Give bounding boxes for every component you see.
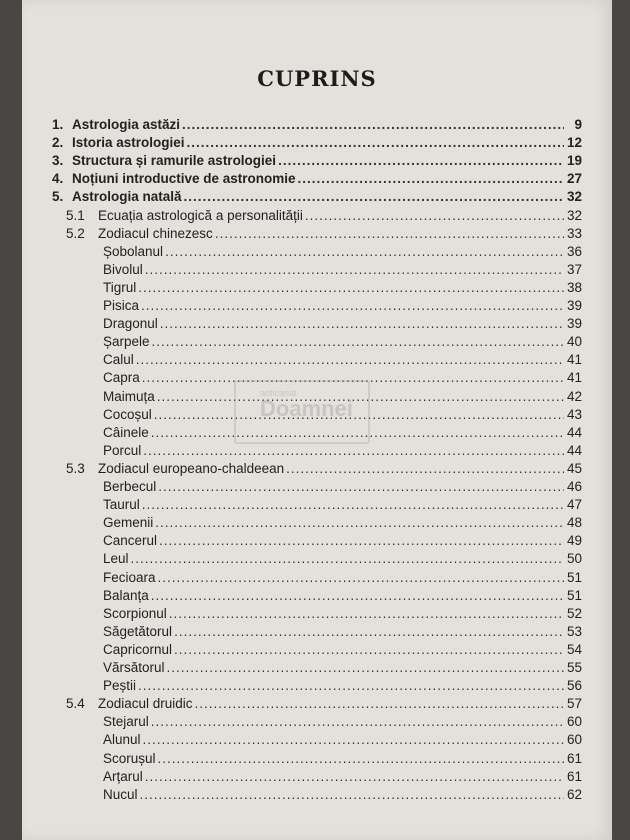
toc-entry-number: 3. — [52, 153, 64, 169]
toc-entry — [103, 478, 582, 496]
dot-leader — [158, 569, 564, 587]
book-page — [22, 0, 612, 840]
toc-entry — [103, 605, 582, 623]
toc-entry-label: Astrologia astăzi — [72, 117, 181, 132]
toc-entry-label: Capricornul — [103, 641, 173, 657]
toc-entry-page: 60 — [566, 732, 582, 748]
dot-leader — [141, 297, 564, 315]
toc-entry — [103, 713, 582, 731]
toc-entry-label: Nucul — [103, 786, 138, 802]
toc-entry-page: 44 — [566, 424, 582, 440]
watermark-line1: anticariat — [260, 388, 297, 398]
dot-leader — [155, 514, 564, 532]
dot-leader — [145, 261, 564, 279]
toc-entry-page: 39 — [566, 298, 582, 313]
dot-leader — [167, 659, 564, 677]
toc-entry-label: Berbecul — [103, 479, 157, 494]
dot-leader — [195, 695, 564, 713]
toc-entry-label: Săgetătorul — [103, 623, 173, 639]
toc-entry-page: 56 — [566, 678, 582, 694]
toc-entry — [103, 750, 582, 768]
toc-entry-label: Zodiacul chinezesc — [98, 225, 213, 241]
toc-entry-page: 52 — [566, 605, 582, 621]
toc-entry-label: Porcul — [103, 442, 142, 458]
toc-entry — [103, 333, 582, 351]
dot-leader — [174, 623, 564, 641]
toc-entry-label: Calul — [103, 352, 134, 368]
toc-entry — [52, 170, 582, 188]
toc-entry — [103, 297, 582, 315]
dot-leader — [160, 315, 564, 333]
toc-entry-page: 9 — [574, 117, 582, 132]
toc-entry — [103, 315, 582, 333]
toc-entry — [103, 641, 582, 659]
dot-leader — [215, 225, 564, 243]
toc-entry-label: Bivolul — [103, 261, 143, 277]
toc-entry-page: 57 — [566, 696, 582, 712]
toc-entry-label: Peștii — [103, 678, 137, 694]
toc-entry-page: 19 — [566, 153, 582, 169]
toc-entry — [52, 152, 582, 170]
dot-leader — [131, 550, 564, 568]
toc-entry-page: 42 — [566, 388, 582, 404]
dot-leader — [152, 333, 564, 351]
toc-entry-label: Dragonul — [103, 316, 158, 332]
toc-entry-label: Șobolanul — [103, 243, 164, 259]
toc-entry-page: 40 — [566, 334, 582, 350]
toc-entry-page: 32 — [566, 189, 582, 205]
dot-leader — [151, 713, 564, 731]
toc-entry — [52, 134, 582, 152]
dot-leader — [187, 134, 564, 152]
toc-entry-number: 5. — [52, 189, 64, 205]
toc-entry-label: Zodiacul druidic — [98, 696, 193, 712]
toc-entry-label: Ecuația astrologică a personalității — [98, 207, 303, 223]
toc-entry-page: 53 — [566, 623, 582, 639]
toc-entry-page: 49 — [566, 533, 582, 549]
toc-entry-page: 62 — [566, 786, 582, 802]
toc-entry-page: 38 — [566, 279, 582, 295]
dot-leader — [158, 478, 564, 496]
toc-entry-page: 61 — [566, 750, 582, 766]
toc-entry — [103, 623, 582, 641]
toc-entry-label: Maimuța — [103, 388, 155, 404]
dot-leader — [138, 677, 564, 695]
dot-leader — [298, 170, 564, 188]
toc-entry — [103, 243, 582, 261]
dot-leader — [143, 442, 564, 460]
dot-leader — [159, 532, 564, 550]
toc-entry-label: Gemenii — [103, 515, 154, 531]
toc-entry-label: Arțarul — [103, 768, 143, 784]
dot-leader — [136, 351, 564, 369]
toc-entry-page: 44 — [566, 442, 582, 458]
toc-entry-number: 1. — [52, 117, 64, 132]
toc-entry-label: Alunul — [103, 732, 141, 748]
toc-entry — [103, 659, 582, 677]
toc-entry-label: Taurul — [103, 497, 140, 513]
toc-entry-page: 61 — [566, 768, 582, 784]
toc-entry-label: Cocoșul — [103, 406, 152, 422]
toc-entry — [103, 786, 582, 804]
toc-entry-label: Cancerul — [103, 533, 158, 549]
toc-entry-page: 54 — [566, 641, 582, 657]
toc-entry-label: Șarpele — [103, 334, 150, 350]
dot-leader — [286, 460, 564, 478]
toc-entry-page: 46 — [566, 479, 582, 494]
dot-leader — [145, 768, 564, 786]
toc-entry-page: 33 — [566, 225, 582, 241]
toc-entry-page: 27 — [566, 171, 582, 187]
toc-entry-label: Astrologia natală — [72, 189, 182, 205]
watermark-logo — [234, 380, 370, 444]
toc-entry — [103, 768, 582, 786]
toc-entry — [103, 442, 582, 460]
toc-entry — [103, 569, 582, 587]
toc-entry — [103, 731, 582, 749]
toc-entry — [103, 496, 582, 514]
toc-entry-label: Capra — [103, 370, 140, 386]
toc-entry — [103, 261, 582, 279]
toc-entry-number: 2. — [52, 135, 64, 151]
toc-entry-page: 51 — [566, 587, 582, 603]
toc-entry-number: 5.4 — [66, 696, 85, 712]
dot-leader — [158, 750, 564, 768]
toc-entry-label: Pisica — [103, 298, 140, 313]
dot-leader — [174, 641, 564, 659]
toc-entry — [52, 116, 582, 134]
toc-entry-page: 51 — [566, 569, 582, 585]
dot-leader — [138, 279, 564, 297]
toc-entry-number: 5.2 — [66, 225, 85, 241]
toc-entry-page: 45 — [566, 460, 582, 476]
page-title: CUPRINS — [257, 66, 377, 91]
dot-leader — [169, 605, 564, 623]
toc-entry — [66, 695, 582, 713]
toc-entry-number: 5.1 — [66, 207, 85, 223]
toc-entry-label: Noțiuni introductive de astronomie — [72, 171, 296, 187]
toc-entry — [103, 514, 582, 532]
toc-entry-label: Structura și ramurile astrologiei — [72, 153, 277, 169]
dot-leader — [182, 116, 564, 134]
toc-entry-page: 41 — [566, 370, 582, 386]
dot-leader — [184, 188, 564, 206]
toc-entry-page: 36 — [566, 243, 582, 259]
toc-entry-label: Scorpionul — [103, 605, 167, 621]
toc-entry — [103, 532, 582, 550]
toc-entry-label: Fecioara — [103, 569, 156, 585]
toc-entry-label: Tigrul — [103, 279, 137, 295]
toc-entry-page: 41 — [566, 352, 582, 368]
watermark-line2: Doamnei — [260, 396, 353, 421]
dot-leader — [142, 496, 564, 514]
toc-entry — [66, 225, 582, 243]
toc-entry-page: 47 — [566, 497, 582, 513]
toc-entry — [52, 188, 582, 206]
toc-entry-number: 5.3 — [66, 460, 85, 476]
toc-entry-page: 37 — [566, 261, 582, 277]
toc-entry — [103, 587, 582, 605]
toc-entry-page: 39 — [566, 316, 582, 332]
toc-entry-label: Stejarul — [103, 714, 149, 730]
toc-entry — [103, 279, 582, 297]
toc-entry-label: Balanța — [103, 587, 149, 603]
toc-entry — [66, 460, 582, 478]
dot-leader — [305, 207, 564, 225]
toc-entry — [103, 351, 582, 369]
dot-leader — [165, 243, 564, 261]
dot-leader — [278, 152, 564, 170]
toc-entry-page: 48 — [566, 515, 582, 531]
toc-entry — [66, 207, 582, 225]
toc-entry-page: 60 — [566, 714, 582, 730]
toc-entry-number: 4. — [52, 171, 64, 187]
toc-entry — [103, 550, 582, 568]
toc-entry-label: Istoria astrologiei — [72, 135, 185, 151]
dot-leader — [143, 731, 564, 749]
toc-entry-label: Scorușul — [103, 750, 156, 766]
toc-entry-page: 43 — [566, 406, 582, 422]
toc-entry-label: Zodiacul europeano-chaldeean — [98, 460, 285, 476]
toc-entry — [103, 677, 582, 695]
dot-leader — [140, 786, 564, 804]
toc-entry-label: Vărsătorul — [103, 660, 165, 675]
toc-entry-page: 50 — [566, 551, 582, 567]
toc-entry-page: 32 — [566, 207, 582, 223]
toc-entry-page: 12 — [566, 135, 582, 151]
toc-entry-label: Leul — [103, 551, 129, 567]
toc-entry-label: Câinele — [103, 424, 149, 440]
dot-leader — [151, 587, 564, 605]
toc-entry-page: 55 — [566, 660, 582, 675]
